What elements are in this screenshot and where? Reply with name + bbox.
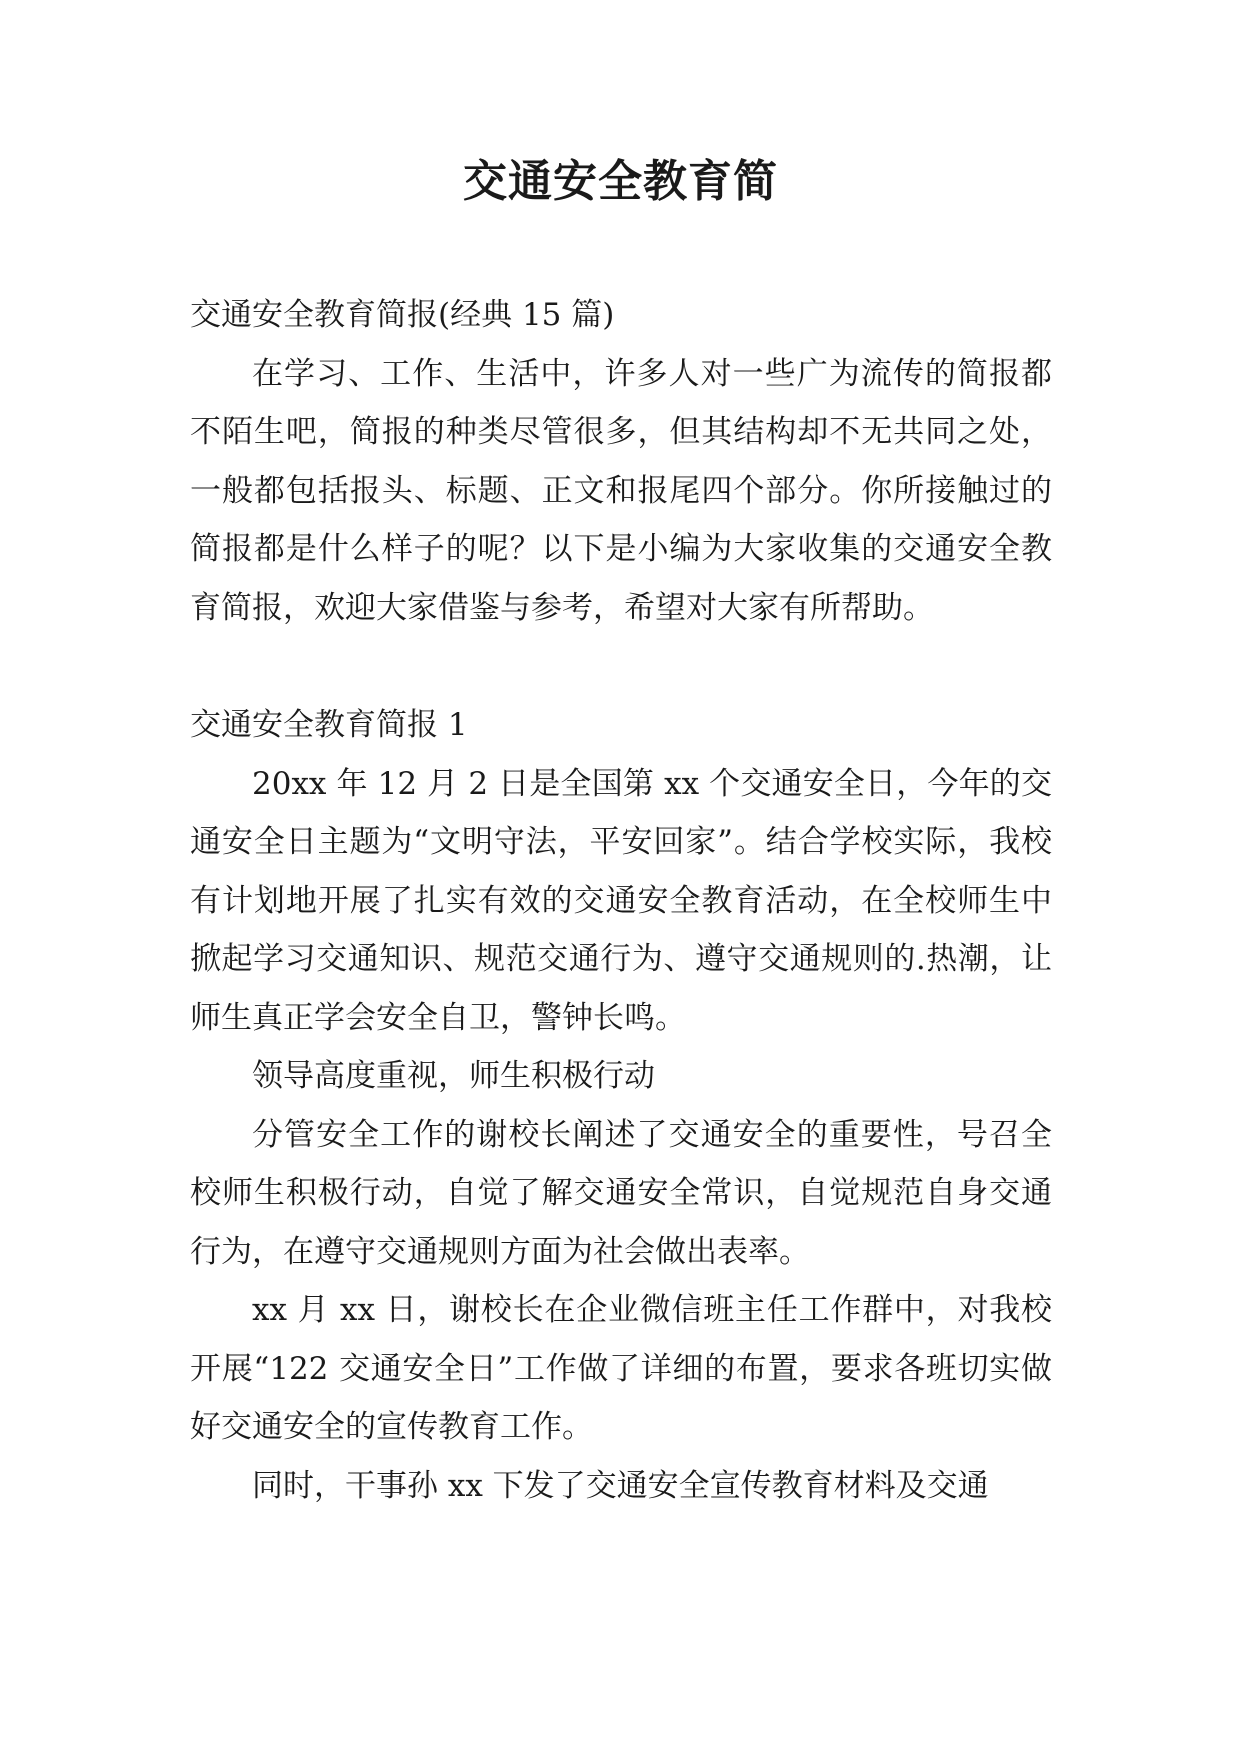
section-spacer: [190, 637, 1052, 696]
document-subtitle: 交通安全教育简报(经典 15 篇): [190, 297, 615, 333]
document-title: 交通安全教育简: [463, 156, 778, 207]
body-paragraph: xx 月 xx 日，谢校长在企业微信班主任工作群中，对我校开展“122 交通安全日”工作做了详细的布置，要求各班切实做好交通安全的宣传教育工作。: [190, 1292, 1052, 1445]
intro-paragraph: 在学习、工作、生活中，许多人对一些广为流传的简报都不陌生吧，简报的种类尽管很多，但其结构却不无共同之处，一般都包括报头、标题、正文和报尾四个部分。你所接触过的简报都是什么样子的呢？以下是小编为大家收集的交通安全教育简报，欢迎大家借鉴与参考，希望对大家有所帮助。: [190, 355, 1052, 626]
section-heading: 交通安全教育简报 1: [190, 707, 468, 743]
document-body: [190, 286, 1052, 1515]
body-paragraph: 同时，干事孙 xx 下发了交通安全宣传教育材料及交通: [252, 1467, 989, 1504]
body-paragraph: 20xx 年 12 月 2 日是全国第 xx 个交通安全日，今年的交通安全日主题为“文明守法，平安回家”。结合学校实际，我校有计划地开展了扎实有效的交通安全教育活动，在全校师生中掀起学习交通知识、规范交通行为、遵守交通规则的.热潮，让师生真正学会安全自卫，警钟长鸣。: [190, 765, 1052, 1036]
body-paragraph: 分管安全工作的谢校长阐述了交通安全的重要性，号召全校师生积极行动，自觉了解交通安全常识，自觉规范自身交通行为，在遵守交通规则方面为社会做出表率。: [190, 1116, 1052, 1270]
body-paragraph: 领导高度重视，师生积极行动: [252, 1058, 655, 1094]
